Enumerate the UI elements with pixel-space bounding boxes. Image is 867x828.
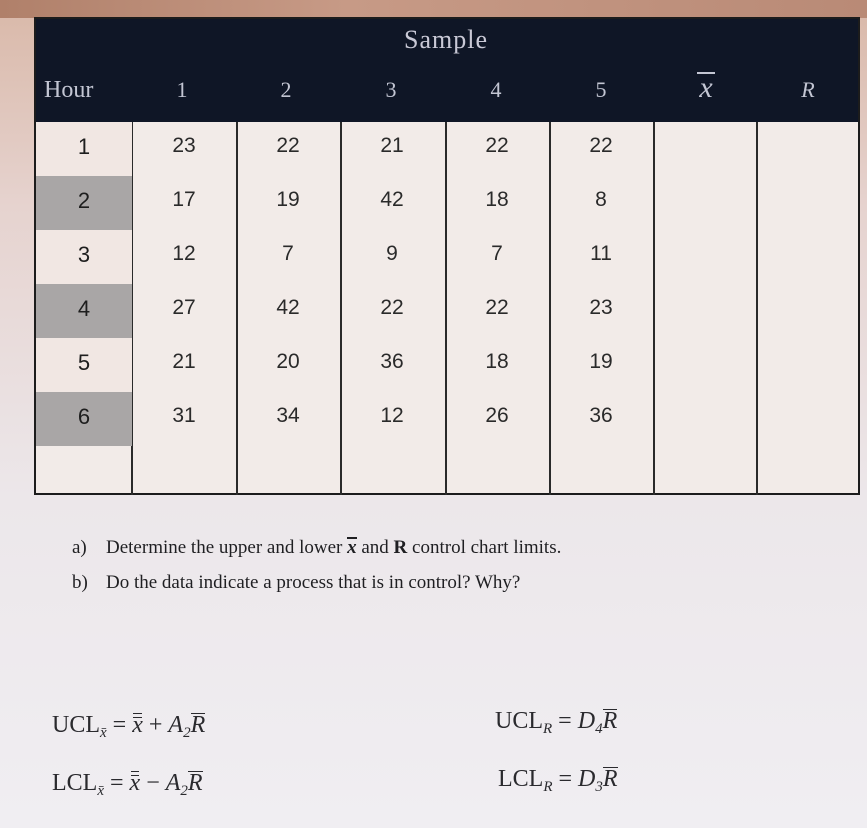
hour-cell: 6	[36, 392, 132, 446]
header-sample-3: 3	[385, 77, 397, 102]
table-cell: 36	[380, 350, 404, 373]
hour-cell: 1	[36, 122, 132, 176]
formula-lcl-r: $LCL_R = D_3R$	[498, 766, 618, 795]
table-cell: 22	[276, 134, 300, 157]
formula-ucl-r: $UCL_R = D_4R$	[495, 708, 618, 737]
header-sample-1: 1	[176, 77, 188, 102]
table-cell: 8	[595, 188, 607, 211]
table-cell: 21	[172, 350, 196, 373]
formula-ucl-x: $UCL_{x̄} = x + A_2R$	[52, 712, 206, 741]
hour-cell: 4	[36, 284, 132, 338]
table-cell: 11	[590, 242, 612, 265]
table-cell: 18	[485, 350, 509, 373]
data-table	[34, 17, 860, 495]
table-cell: 12	[380, 404, 404, 427]
table-cell: 22	[485, 134, 509, 157]
column-divider	[653, 122, 655, 495]
table-cell: 19	[589, 350, 613, 373]
sample-title: Sample	[404, 25, 488, 54]
header-sample-5: 5	[595, 77, 607, 102]
table-cell: 26	[485, 404, 509, 427]
table-cell: 36	[589, 404, 613, 427]
xbar-symbol: x	[347, 537, 357, 558]
table-cell: 22	[485, 296, 509, 319]
table-cell: 31	[172, 404, 196, 427]
table-cell: 23	[589, 296, 613, 319]
hour-cell: 3	[36, 230, 132, 284]
table-cell: 21	[380, 134, 404, 157]
table-cell: 42	[276, 296, 300, 319]
table-cell: 19	[276, 188, 300, 211]
photo-edge	[0, 0, 867, 18]
formula-lcl-x: $LCL_{x̄} = x - A_2R$	[52, 770, 203, 799]
hour-cell: 2	[36, 176, 132, 230]
table-cell: 7	[282, 242, 294, 265]
table-cell: 18	[485, 188, 509, 211]
table-cell: 27	[172, 296, 196, 319]
header-sample-2: 2	[280, 77, 292, 102]
table-cell: 42	[380, 188, 404, 211]
table-cell: 20	[276, 350, 300, 373]
table-cell: 9	[386, 242, 398, 265]
table-cell: 22	[589, 134, 613, 157]
table-cell: 17	[172, 188, 196, 211]
hour-cell: 5	[36, 338, 132, 392]
table-header	[36, 19, 858, 122]
table-cell: 7	[491, 242, 503, 265]
header-xbar: x	[699, 71, 713, 104]
table-cell: 12	[172, 242, 196, 265]
header-sample-4: 4	[490, 77, 502, 102]
header-hour: Hour	[44, 77, 94, 103]
table-cell: 23	[172, 134, 196, 157]
table-cell: 34	[276, 404, 300, 427]
question-a: a) Determine the upper and lower x and R control chart limits.	[72, 537, 562, 558]
question-b: b) Do the data indicate a process that is in control? Why?	[72, 572, 521, 593]
column-divider	[756, 122, 758, 495]
table-cell: 22	[380, 296, 404, 319]
header-r: R	[801, 77, 815, 102]
